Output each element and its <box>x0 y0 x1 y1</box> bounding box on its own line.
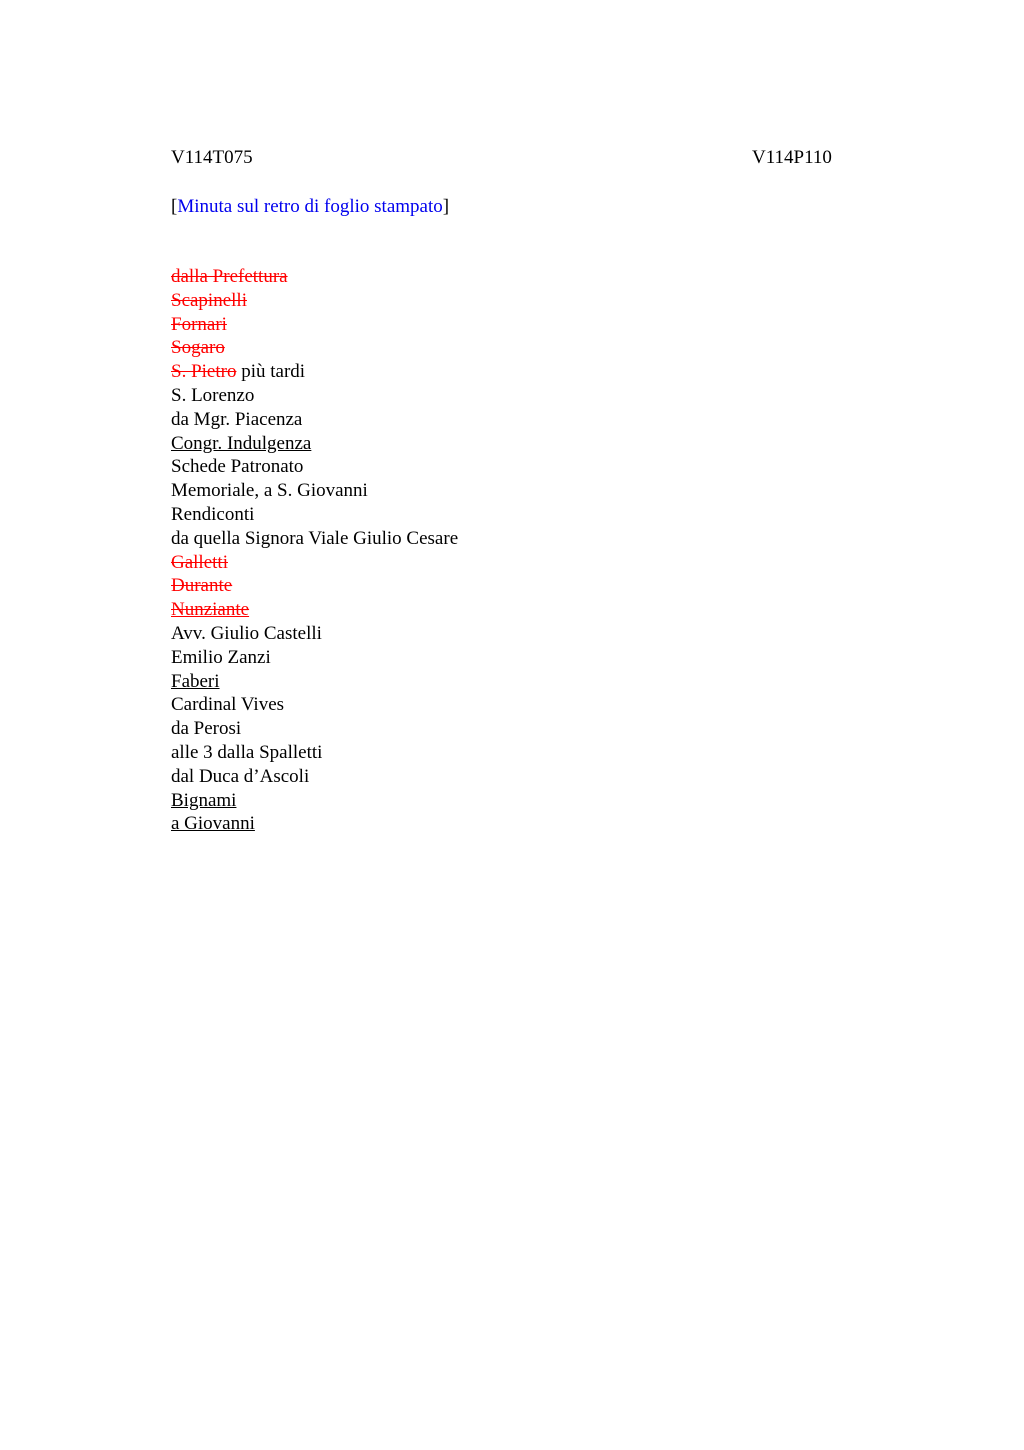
entry-text: Emilio Zanzi <box>171 646 271 668</box>
note-open-bracket: [ <box>171 196 178 217</box>
struck-entry: Galletti <box>171 551 228 573</box>
entry-text: dal Duca d’Ascoli <box>171 765 310 787</box>
list-item <box>171 622 458 646</box>
underlined-entry: Congr. Indulgenza <box>171 432 312 454</box>
list-item <box>171 789 458 813</box>
entry-text: S. Lorenzo <box>171 384 255 406</box>
underlined-entry: a Giovanni <box>171 813 255 835</box>
list-item <box>171 717 458 741</box>
entry-text: da quella Signora Viale Giulio Cesare <box>171 527 459 549</box>
list-item <box>171 360 458 384</box>
note-text: Minuta sul retro di foglio stampato <box>177 196 443 217</box>
list-item <box>171 336 458 360</box>
entry-text: più tardi <box>241 361 306 383</box>
entry-list <box>171 265 458 836</box>
struck-entry: Durante <box>171 575 233 597</box>
list-item <box>171 812 458 836</box>
struck-entry: Scapinelli <box>171 289 247 311</box>
list-item <box>171 693 458 717</box>
list-item <box>171 503 458 527</box>
underlined-entry: Bignami <box>171 789 237 811</box>
list-item <box>171 765 458 789</box>
struck-entry: Sogaro <box>171 337 225 359</box>
list-item <box>171 408 458 432</box>
entry-text: Schede Patronato <box>171 456 304 478</box>
list-item <box>171 455 458 479</box>
list-item <box>171 670 458 694</box>
note-close-bracket: ] <box>442 196 450 217</box>
editorial-note <box>171 195 449 219</box>
list-item <box>171 741 458 765</box>
list-item <box>171 432 458 456</box>
list-item <box>171 313 458 337</box>
underlined-entry: Faberi <box>171 670 220 692</box>
entry-text: Memoriale, a S. Giovanni <box>171 480 368 502</box>
document-code-left: V114T075 <box>171 147 253 168</box>
entry-text: da Perosi <box>171 718 242 740</box>
entry-text: alle 3 dalla Spalletti <box>171 741 323 763</box>
list-item <box>171 527 458 551</box>
entry-text: Cardinal Vives <box>171 694 285 716</box>
list-item <box>171 265 458 289</box>
struck-entry: Fornari <box>171 313 227 335</box>
struck-entry: dalla Prefettura <box>171 266 288 287</box>
list-item <box>171 598 458 622</box>
list-item <box>171 574 458 598</box>
list-item <box>171 384 458 408</box>
entry-text: Rendiconti <box>171 503 255 525</box>
struck-entry: S. Pietro <box>171 361 237 383</box>
list-item <box>171 646 458 670</box>
list-item <box>171 551 458 575</box>
struck-underlined-entry: Nunziante <box>171 599 250 621</box>
list-item <box>171 289 458 313</box>
entry-text: da Mgr. Piacenza <box>171 408 303 430</box>
document-code-right: V114P110 <box>752 147 832 168</box>
list-item <box>171 479 458 503</box>
entry-text: Avv. Giulio Castelli <box>171 622 322 644</box>
